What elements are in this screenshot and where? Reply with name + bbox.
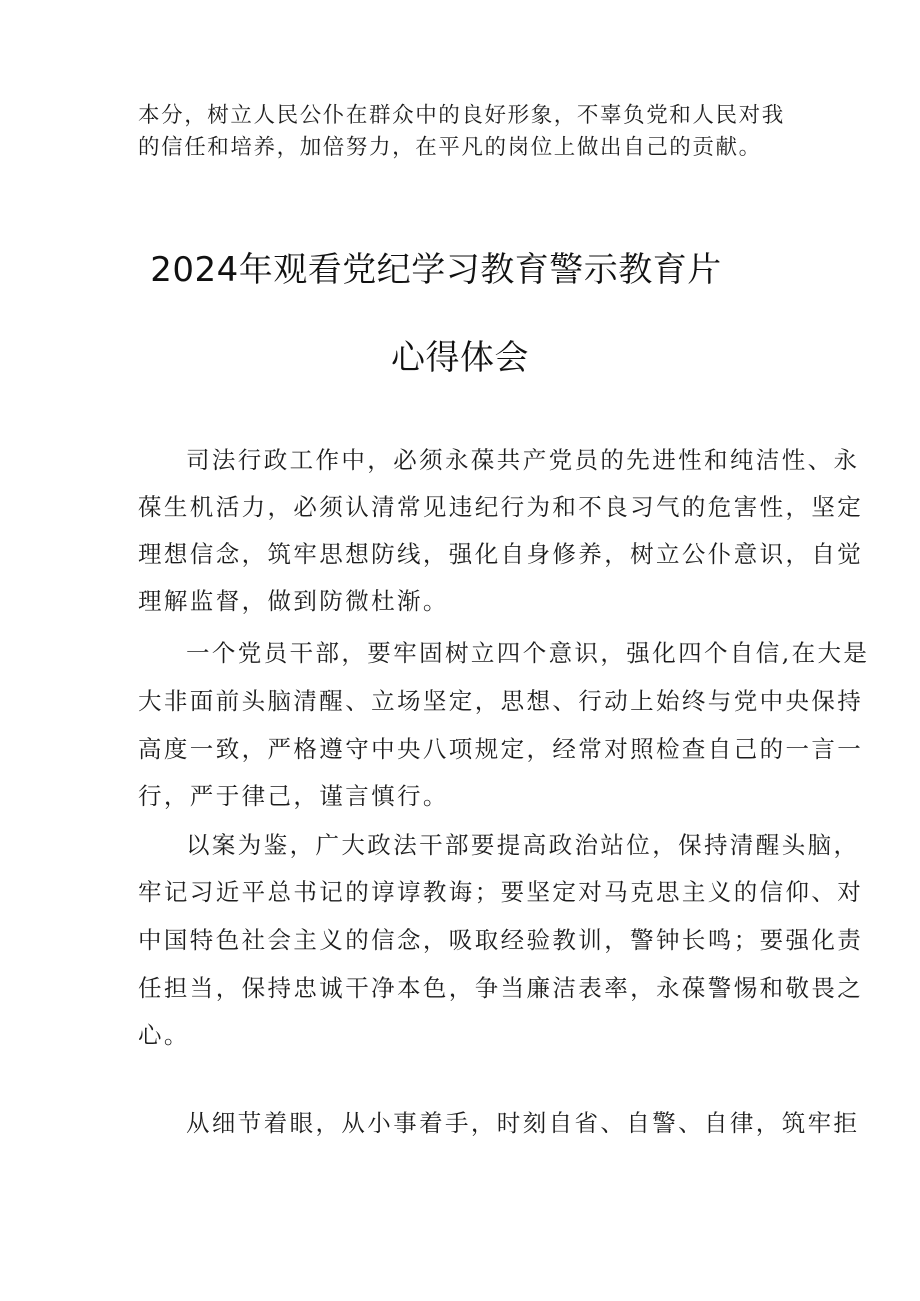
document-title-line-1: 2024年观看党纪学习教育警示教育片 (150, 250, 722, 290)
paragraph-line: 行，严于律己，谨言慎行。 (138, 782, 449, 810)
paragraph-line: 以案为鉴，广大政法干部要提高政治站位，保持清醒头脑， (186, 831, 860, 859)
continuation-line: 的信任和培养，加倍努力，在平凡的岗位上做出自己的贡献。 (138, 135, 762, 160)
paragraph-line: 从细节着眼，从小事着手，时刻自省、自警、自律，筑牢拒 (186, 1109, 860, 1137)
paragraph-line: 理解监督，做到防微杜渐。 (138, 587, 449, 615)
paragraph-line: 葆生机活力，必须认清常见违纪行为和不良习气的危害性，坚定 (138, 493, 864, 521)
continuation-line: 本分，树立人民公仆在群众中的良好形象，不辜负党和人民对我 (138, 103, 785, 128)
paragraph-line: 高度一致，严格遵守中央八项规定，经常对照检查自己的一言一 (138, 735, 864, 763)
paragraph-line: 心。 (138, 1021, 190, 1049)
paragraph-line: 一个党员干部，要牢固树立四个意识，强化四个自信,在大是 (186, 639, 870, 667)
paragraph-line: 理想信念，筑牢思想防线，强化自身修养，树立公仆意识，自觉 (138, 540, 864, 568)
document-title-line-2: 心得体会 (391, 338, 529, 378)
paragraph-line: 司法行政工作中，必须永葆共产党员的先进性和纯洁性、永 (186, 446, 860, 474)
paragraph-line: 大非面前头脑清醒、立场坚定，思想、行动上始终与党中央保持 (138, 687, 864, 715)
paragraph-line: 牢记习近平总书记的谆谆教诲；要坚定对马克思主义的信仰、对 (138, 878, 864, 906)
paragraph-line: 任担当，保持忠诚干净本色，争当廉洁表率，永葆警惕和敬畏之 (138, 974, 864, 1002)
paragraph-line: 中国特色社会主义的信念，吸取经验教训，警钟长鸣；要强化责 (138, 926, 864, 954)
